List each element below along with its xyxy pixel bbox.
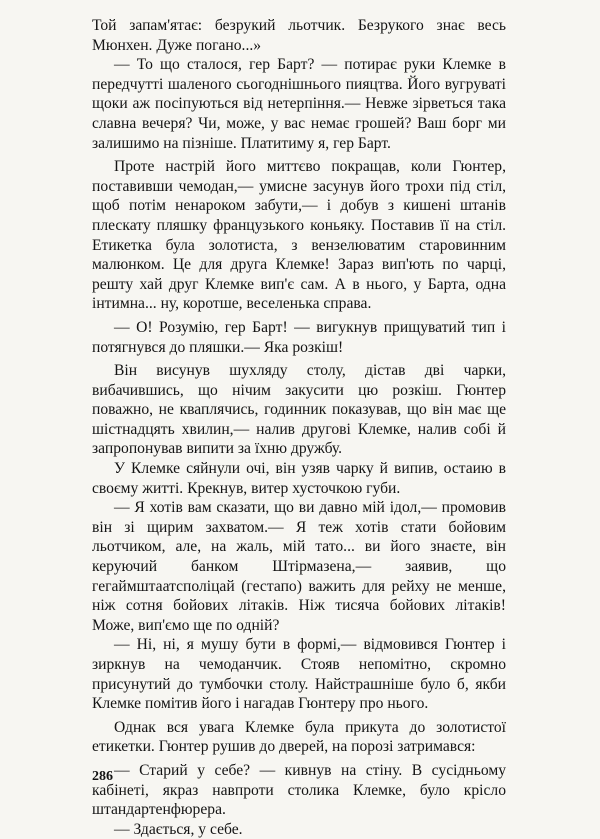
- page-body-text: [92, 16, 506, 839]
- paragraph: — О! Розумію, гер Барт! — вигукнув прищуватий тип і потягнувся до пляшки.— Яка розкіш!: [92, 318, 506, 356]
- paragraph: Він висунув шухляду столу, дістав дві чарки, вибачившись, що нічим закусити цю розкіш. Гюнтер поважно, не кваплячись, годинник показував, що він має ще шістнадцять хвилин,— налив другові Клемке, налив собі й запропонував випити за їхню дружбу.: [92, 362, 506, 458]
- paragraph: — Здається, у себе.: [114, 820, 243, 838]
- page-number: 286: [92, 769, 113, 784]
- paragraph: Проте настрій його миттєво покращав, коли Гюнтер, поставивши чемодан,— умисне засунув його трохи під стіл, щоб потім ненароком забути,— і добув з кишені штанів плескату пляшку французького коньяку. Поставив її на стіл. Етикетка була золотиста, з вензелюватим старовинним малюнком. Це для друга Клемке! Зараз вип'ють по чарці, решту хай друг Клемке вип'є сам. А в нього, у Барта, одна інтимна... ну, коротше, веселенька справа.: [92, 158, 506, 313]
- paragraph: — То що сталося, гер Барт? — потирає руки Клемке в передчутті шаленого сьогоднішнього пияцтва. Його вугруваті щоки аж посіпуються від нетерпіння.— Невже зірветься така славна вечеря? Чи, може, у вас немає грошей? Ваш борг ми залишимо на пізніше. Платитиму я, гер Барт.: [92, 56, 506, 152]
- paragraph: — Старий у себе? — кивнув на стіну. В сусідньому кабінеті, якраз навпроти столика Клемке, було крісло штандартенфюрера.: [92, 761, 506, 819]
- paragraph: Той запам'ятає: безрукий льотчик. Безрукого знає весь Мюнхен. Дуже погано...»: [92, 17, 506, 54]
- paragraph: У Клемке сяйнули очі, він узяв чарку й випив, остаию в своєму житті. Крекнув, витер хусточкою губи.: [92, 460, 506, 497]
- paragraph: — Ні, ні, я мушу бути в формі,— відмовився Гюнтер і зиркнув на чемоданчик. Стояв непомітно, скромно присунутий до тумбочки столу. Найстрашніше було б, якби Клемке помітив його і нагадав Гюнтеру про нього.: [92, 636, 506, 713]
- paragraph: Однак вся увага Клемке була прикута до золотистої етикетки. Гюнтер рушив до дверей, на порозі затримався:: [92, 718, 506, 756]
- paragraph: — Я хотів вам сказати, що ви давно мій ідол,— промовив він зі щирим захватом.— Я теж хотів стати бойовим льотчиком, але, на жаль, мій тато... ви його знаєте, він керуючий банком Штірмазена,— заявив, що гегаймштаатсполіцай (гестапо) важить для рейху не менше, ніж сотня бойових літаків. Ніж тисяча бойових літаків! Може, вип'ємо ще по одній?: [92, 499, 506, 634]
